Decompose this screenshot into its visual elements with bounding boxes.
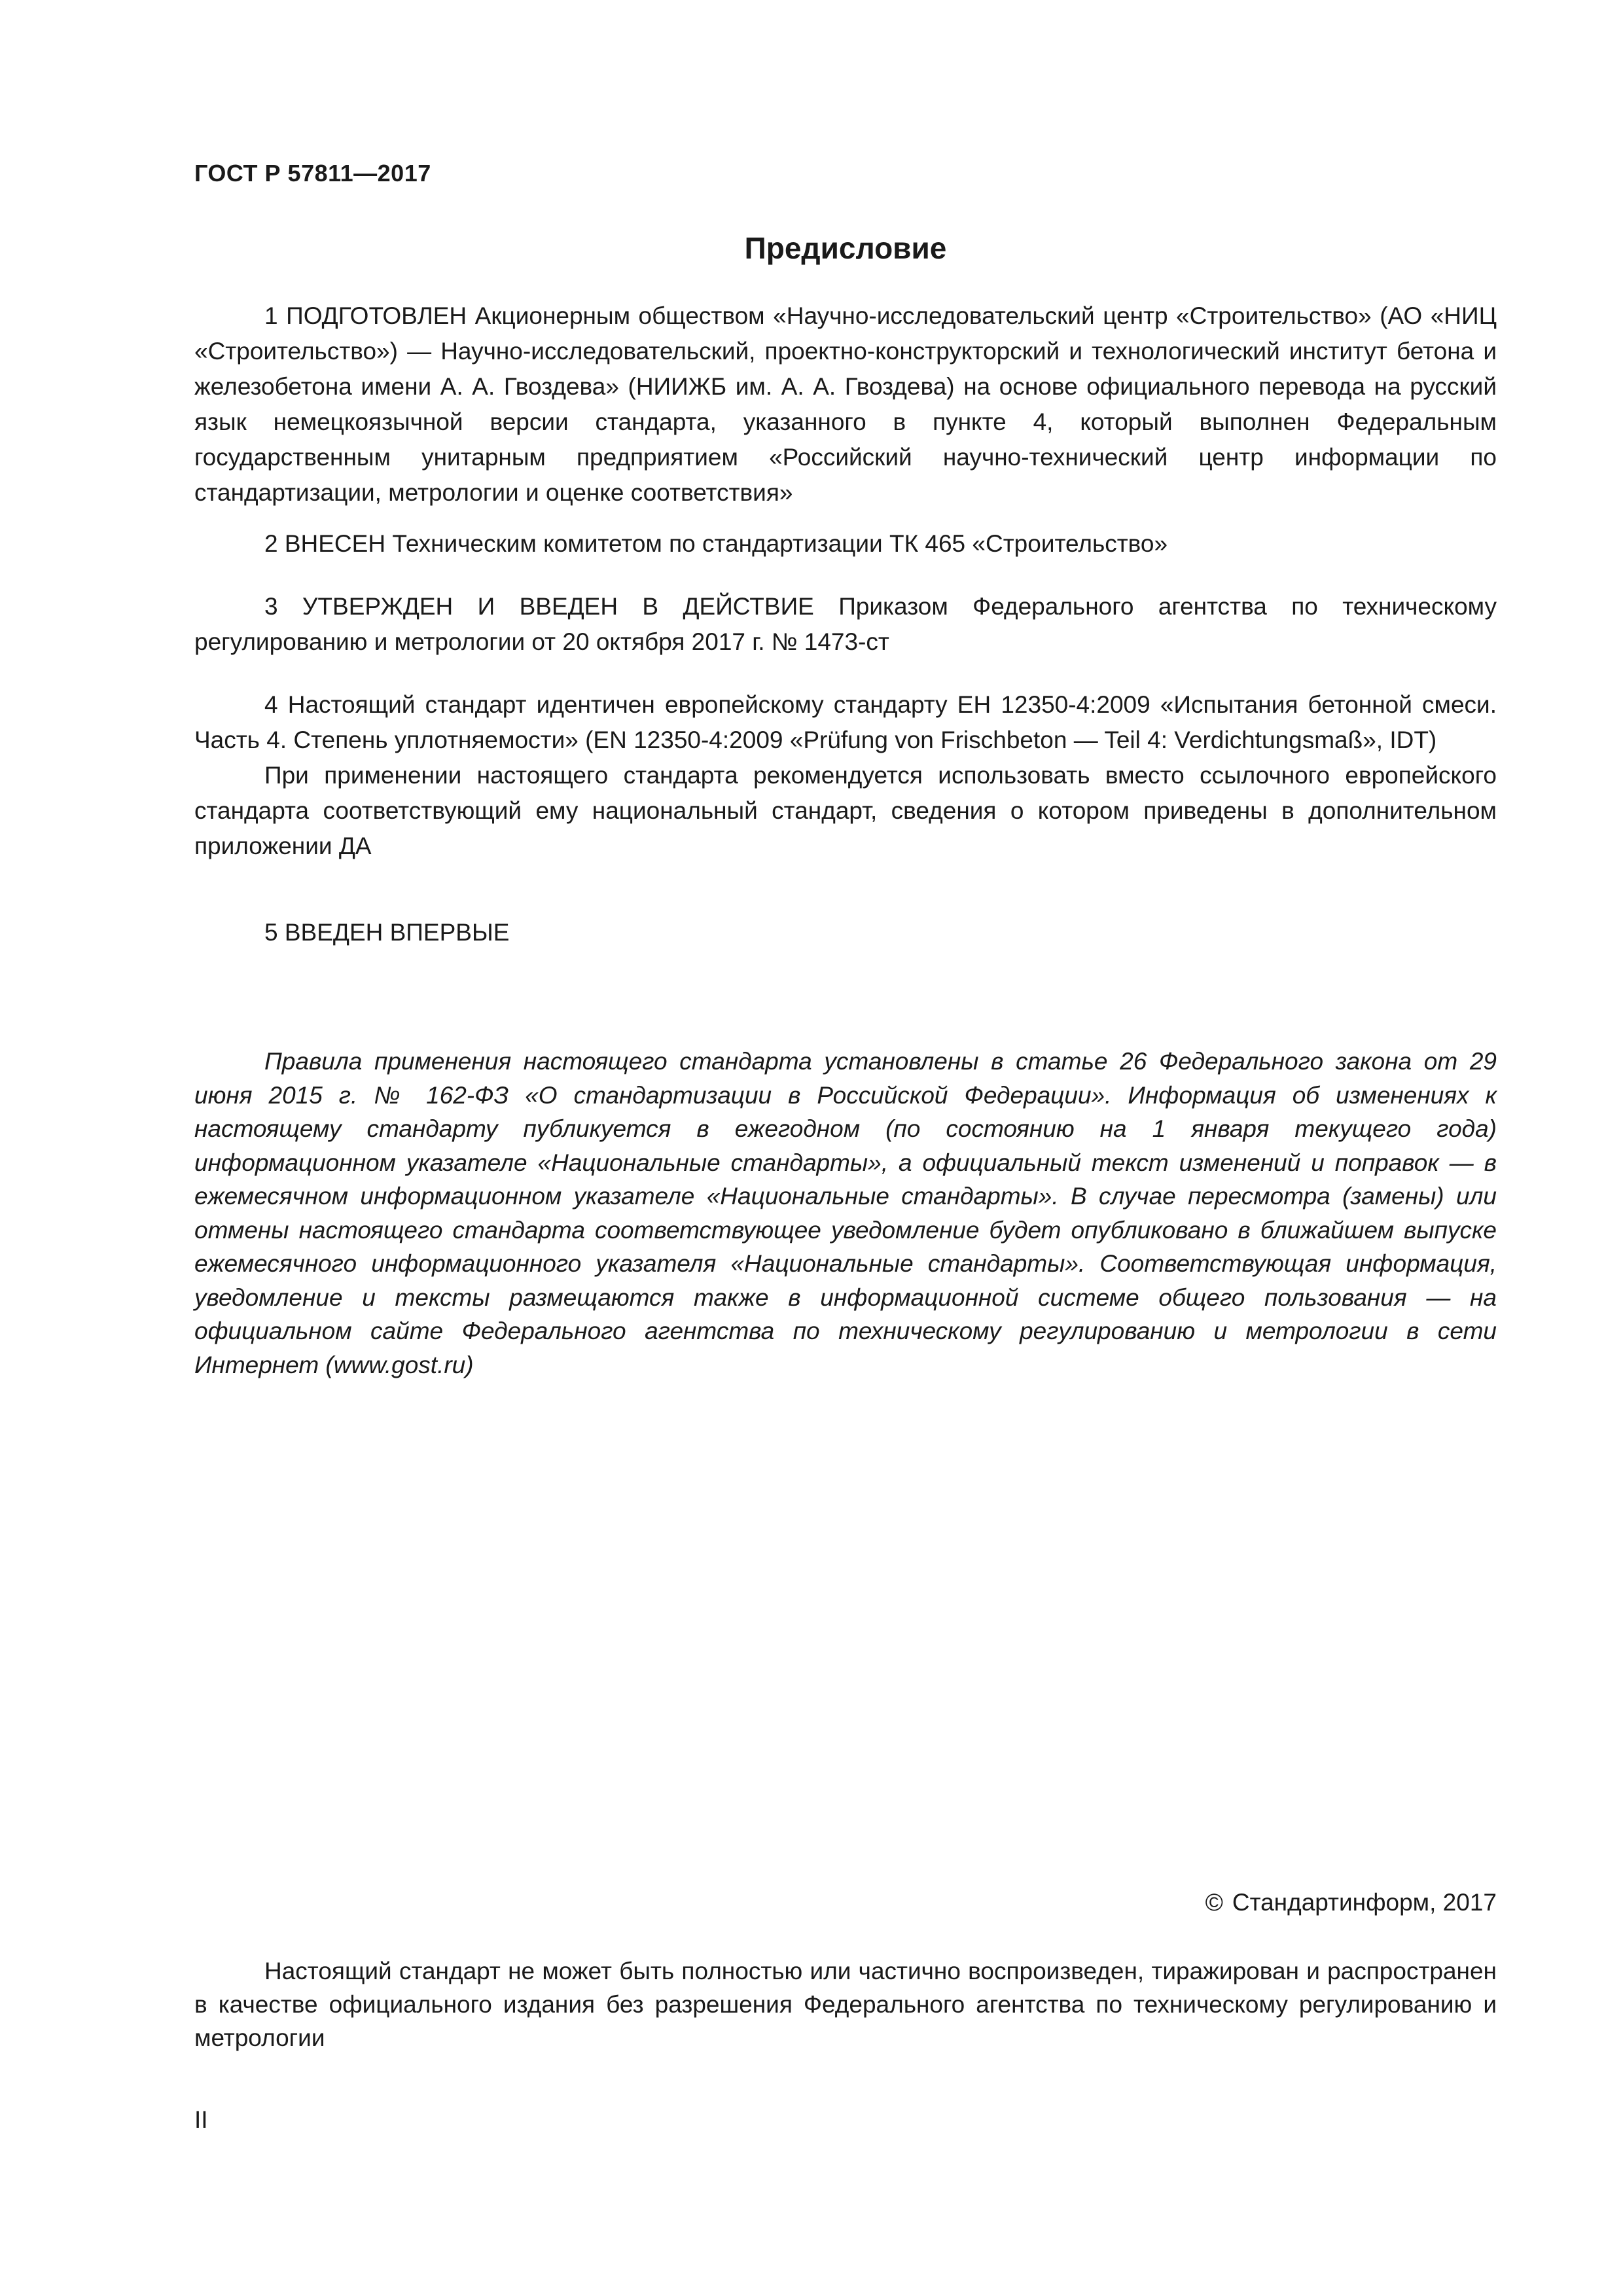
foreword-item-2 (194, 526, 1497, 562)
foreword-item-1 (194, 298, 1497, 511)
rules-of-application-note (194, 1045, 1497, 1382)
rules-of-application-text: Правила применения настоящего стандарта установлены в статье 26 Федерального закона от 29 июня 2015 г. № 162-ФЗ «О стандартизации в Российской Федерации». Информация об изменениях к настоящему стандарту публикуется в ежегодном (по состоянию на 1 января текущего года) информационном указателе «Национальные стандарты», а официальный текст изменений и поправок — в ежемесячном информационном указателе «Национальные стандарты». В случае пересмотра (замены) или отмены настоящего стандарта соответствующее уведомление будет опубликовано в ближайшем выпуске ежемесячного информационного указателя «Национальные стандарты». Соответствующая информация, уведомление и тексты размещаются также в информационной системе общего пользования — на официальном сайте Федерального агентства по техническому регулированию и метрологии в сети Интернет (www.gost.ru) (194, 1048, 1497, 1378)
foreword-item-3 (194, 589, 1497, 660)
reproduction-disclaimer (194, 1954, 1497, 2054)
foreword-item-2-text: 2 ВНЕСЕН Техническим комитетом по стандартизации ТК 465 «Строительство» (264, 530, 1168, 557)
reproduction-disclaimer-text: Настоящий стандарт не может быть полностью или частично воспроизведен, тиражирован и распространен в качестве официального издания без разрешения Федерального агентства по техническому регулированию и метрологии (194, 1958, 1497, 2051)
page-title: Предисловие (744, 231, 947, 265)
foreword-item-4 (194, 687, 1497, 864)
foreword-item-4-note: При применении настоящего стандарта рекомендуется использовать вместо ссылочного европейского стандарта соответствующий ему национальный стандарт, сведения о котором приведены в дополнительном приложении ДА (194, 762, 1497, 859)
copyright-text: Стандартинформ, 2017 (1232, 1889, 1497, 1916)
foreword-item-5-text: 5 ВВЕДЕН ВПЕРВЫЕ (264, 919, 510, 946)
page-number: II (194, 2106, 208, 2133)
foreword-item-1-text: 1 ПОДГОТОВЛЕН Акционерным обществом «Научно-исследовательский центр «Строительство» (АО «НИЦ «Строительство») — Научно-исследовательский, проектно-конструкторский и технологический институт бетона и железобетона имени А. А. Гвоздева» (НИИЖБ им. А. А. Гвоздева) на основе официального перевода на русский язык немецкоязычной версии стандарта, указанного в пункте 4, который выполнен Федеральным государственным унитарным предприятием «Российский научно-технический центр информации по стандартизации, метрологии и оценке соответствия» (194, 302, 1497, 506)
foreword-item-3-text: 3 УТВЕРЖДЕН И ВВЕДЕН В ДЕЙСТВИЕ Приказом Федерального агентства по техническому регулированию и метрологии от 20 октября 2017 г. № 1473-ст (194, 593, 1497, 655)
foreword-item-4-text: 4 Настоящий стандарт идентичен европейскому стандарту ЕН 12350-4:2009 «Испытания бетонной смеси. Часть 4. Степень уплотняемости» (EN 12350-4:2009 «Prüfung von Frischbeton — Teil 4: Verdichtungsmaß», IDT) (194, 691, 1497, 753)
copyright-icon: © (1205, 1889, 1223, 1916)
copyright-line (1205, 1889, 1497, 1916)
foreword-item-5 (194, 915, 1497, 950)
document-code: ГОСТ Р 57811—2017 (194, 160, 431, 187)
